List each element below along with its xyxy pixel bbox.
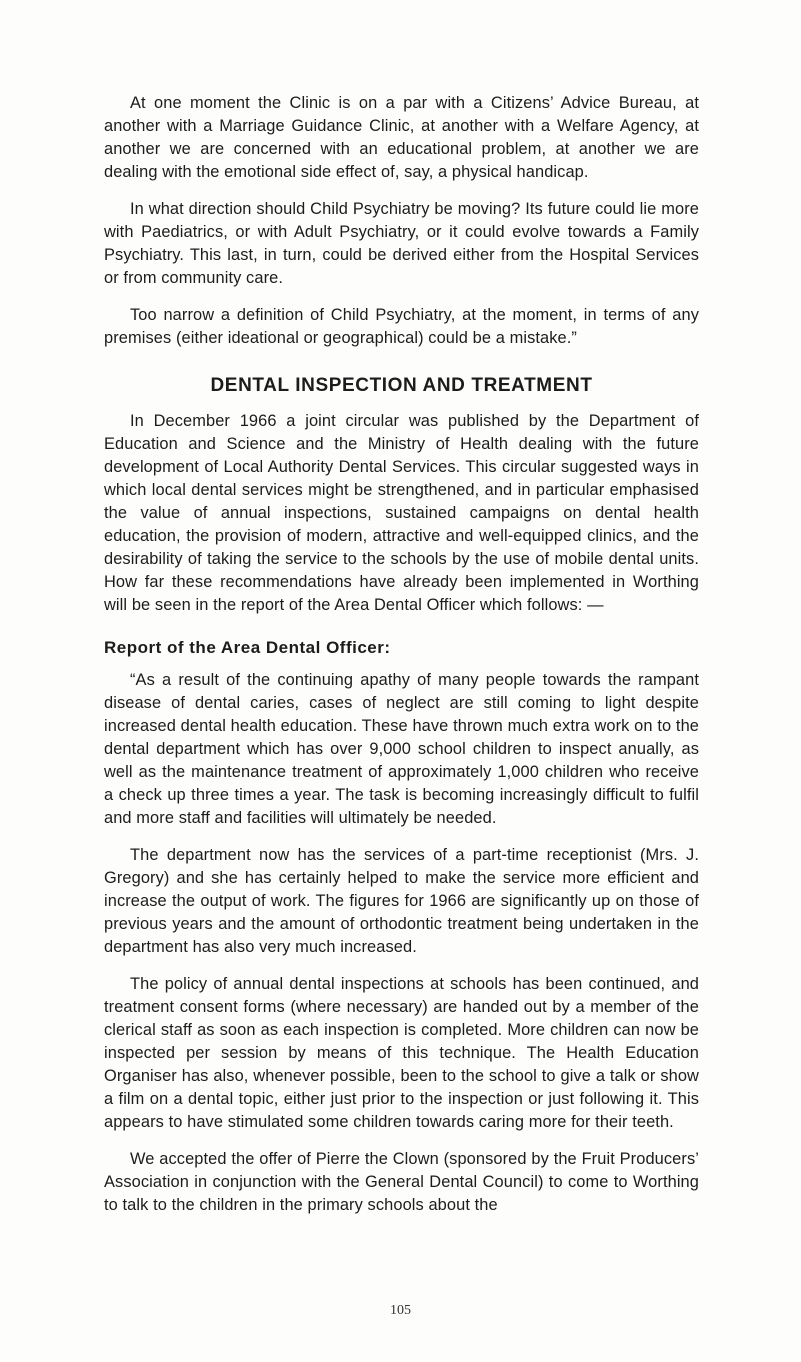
- section-heading-dental: DENTAL INSPECTION AND TREATMENT: [210, 375, 593, 396]
- page-number: 105: [390, 1303, 411, 1318]
- intro-paragraph-1: At one moment the Clinic is on a par with a Citizens’ Advice Bureau, at another with a Marriage Guidance Clinic, at another with a Welfare Agency, at another we are concerned with an educational problem, at another we are dealing with the emotional side effect of, say, a physical handicap.: [104, 94, 699, 181]
- report-paragraph-1: “As a result of the continuing apathy of many people towards the rampant disease of dental caries, cases of neglect are still coming to light despite increased dental health education. These have thrown much extra work on to the dental department which has over 9,000 school children to inspect anually, as well as the maintenance treatment of approximately 1,000 children who receive a check up three times a year. The task is becoming increasingly difficult to fulfil and more staff and facilities will ultimately be needed.: [104, 671, 699, 827]
- report-paragraph-4: We accepted the offer of Pierre the Clown (sponsored by the Fruit Producers’ Association in conjunction with the General Dental Council) to come to Worthing to talk to the children in the primary schools about the: [104, 1150, 699, 1214]
- report-paragraph-3: The policy of annual dental inspections at schools has been continued, and treatment consent forms (where necessary) are handed out by a member of the clerical staff as soon as each inspection is completed. More children can now be inspected per session by means of this technique. The Health Education Organiser has also, whenever possible, been to the school to give a talk or show a film on a dental topic, either just prior to the inspection or just following it. This appears to have stimulated some children towards caring more for their teeth.: [104, 975, 699, 1131]
- intro-paragraph-3: Too narrow a definition of Child Psychiatry, at the moment, in terms of any premises (either ideational or geographical) could be a mistake.”: [104, 306, 699, 347]
- report-heading: Report of the Area Dental Officer:: [104, 638, 391, 657]
- document-page: [104, 92, 699, 1231]
- report-paragraph-2: The department now has the services of a part-time receptionist (Mrs. J. Gregory) and she has certainly helped to make the service more efficient and increase the output of work. The figures for 1966 are significantly up on those of previous years and the amount of orthodontic treatment being undertaken in the department has also very much increased.: [104, 846, 699, 956]
- dental-circular-paragraph: In December 1966 a joint circular was published by the Department of Education and Science and the Ministry of Health dealing with the future development of Local Authority Dental Services. This circular suggested ways in which local dental services might be strengthened, and in particular emphasised the value of annual inspections, sustained campaigns on dental health education, the provision of modern, attractive and well-equipped clinics, and the desirability of taking the service to the schools by the use of mobile dental units. How far these recommendations have already been implemented in Worthing will be seen in the report of the Area Dental Officer which follows: —: [104, 412, 699, 614]
- intro-paragraph-2: In what direction should Child Psychiatry be moving? Its future could lie more with Paediatrics, or with Adult Psychiatry, or it could evolve towards a Family Psychiatry. This last, in turn, could be derived either from the Hospital Services or from community care.: [104, 200, 699, 287]
